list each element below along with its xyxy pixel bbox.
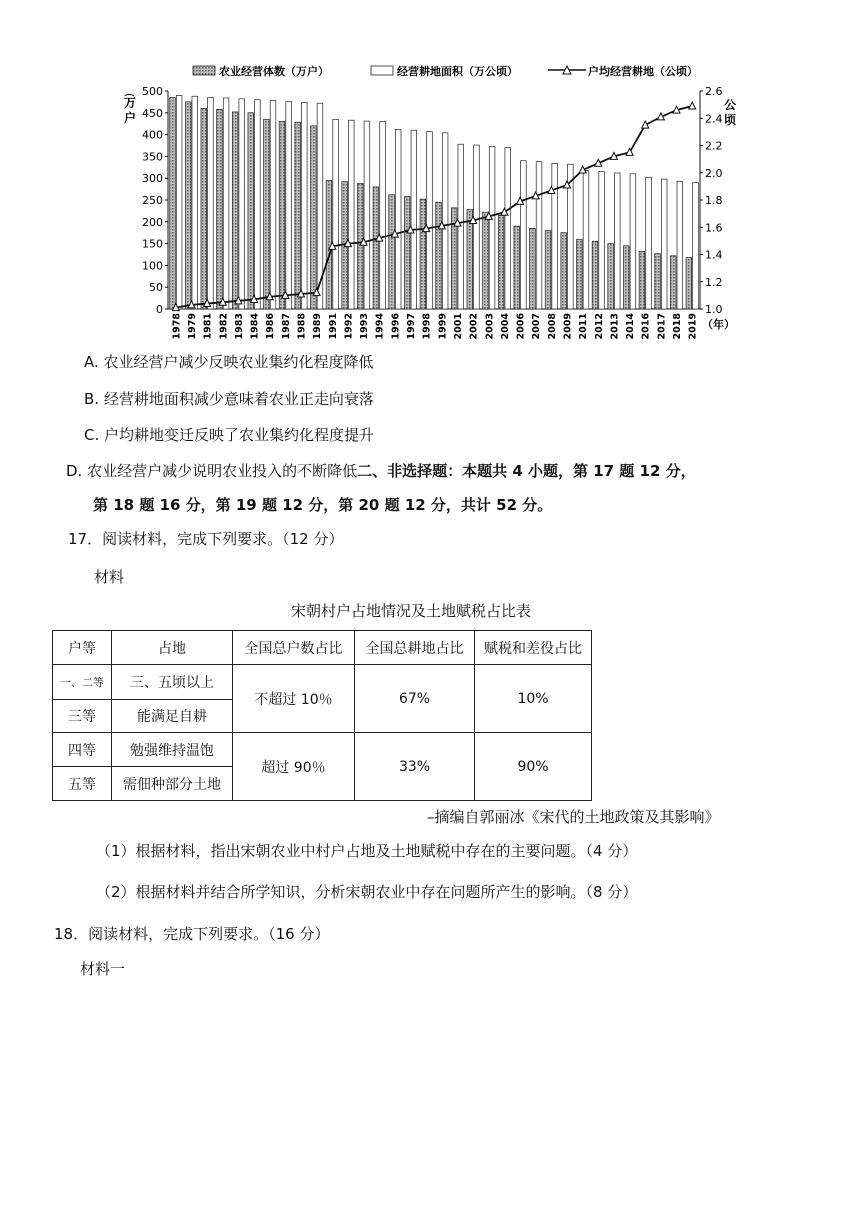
x-tick-label: 1994 [374, 313, 386, 340]
y-left-tick-label: 100 [142, 259, 163, 273]
section-2-heading-cont: 第 18 题 16 分，第 19 题 12 分，第 20 题 12 分，共计 52 分。 [93, 496, 553, 514]
row-land: 需佃种部分土地 [112, 767, 233, 801]
y-right-tick-label: 2.6 [705, 85, 723, 98]
row-grade: 四等 [53, 733, 112, 767]
bar-households [232, 112, 238, 309]
bar-farmland [411, 130, 417, 309]
bar-households [655, 254, 661, 309]
x-tick-label: 1986 [265, 313, 277, 340]
bar-farmland [364, 121, 370, 309]
header-grade: 户等 [53, 631, 112, 665]
x-tick-label: 1988 [296, 313, 308, 340]
bar-households [357, 183, 363, 309]
bar-farmland [489, 146, 495, 309]
q17-material-label: 材料 [94, 568, 125, 586]
bar-households [639, 251, 645, 309]
bar-farmland [239, 99, 245, 309]
y-right-tick-label: 1.6 [705, 221, 723, 235]
bar-farmland [223, 98, 229, 309]
y-left-tick-label: 350 [142, 150, 163, 164]
x-tick-label: 2001 [452, 313, 464, 340]
y-right-tick-label: 2.0 [705, 166, 723, 180]
x-tick-label: 1983 [233, 313, 245, 340]
x-tick-label: 2016 [640, 313, 652, 340]
x-unit-label: （年） [702, 318, 735, 331]
bar-households [389, 195, 395, 309]
x-tick-label: 2004 [499, 313, 511, 340]
bar-households [264, 119, 270, 309]
x-tick-label: 2013 [609, 313, 621, 340]
song-land-table [52, 630, 592, 801]
row-land: 勉强维持温饱 [112, 733, 233, 767]
bar-farmland [286, 101, 292, 309]
bar-farmland [208, 98, 214, 309]
bar-farmland [474, 145, 480, 309]
legend-label-avg: 户均经营耕地（公顷） [588, 65, 698, 78]
y-right-label-char: 顷 [723, 113, 737, 127]
x-tick-label: 2002 [468, 313, 480, 340]
bar-farmland [192, 96, 198, 309]
header-tax: 赋税和差役占比 [475, 631, 592, 665]
bar-households [483, 212, 489, 309]
row-land: 能满足自耕 [112, 700, 233, 733]
y-left-tick-label: 400 [142, 128, 163, 142]
q18-title: 18．阅读材料，完成下列要求。（16 分） [54, 925, 330, 943]
y-left-label-paren: ( [123, 92, 136, 98]
x-tick-label: 1998 [421, 313, 433, 340]
group1-tax: 10% [475, 665, 592, 733]
bar-households [436, 202, 442, 309]
x-tick-label: 2003 [484, 313, 496, 340]
table-title: 宋朝村户占地情况及土地赋税占比表 [291, 602, 532, 620]
bar-farmland [176, 95, 182, 309]
header-land: 占地 [112, 631, 233, 665]
bar-households [201, 108, 207, 309]
legend-swatch-farmland [371, 66, 393, 75]
y-left-tick-label: 250 [142, 194, 163, 207]
x-tick-label: 1978 [171, 313, 183, 340]
group2-households: 超过 90％ [233, 733, 355, 801]
y-left-tick-label: 0 [156, 303, 163, 316]
x-tick-label: 1991 [327, 313, 339, 340]
bar-households [592, 241, 598, 309]
y-right-label-char: 公 [723, 98, 737, 112]
bar-households [185, 102, 191, 309]
option-b[interactable]: B. 经营耕地面积减少意味着农业正走向衰落 [84, 390, 374, 408]
bar-households [670, 256, 676, 309]
bar-farmland [333, 119, 339, 309]
bar-households [420, 199, 426, 309]
y-left-tick-label: 500 [142, 85, 163, 98]
x-tick-label: 1989 [312, 313, 324, 340]
bar-farmland [270, 101, 276, 309]
x-tick-label: 2008 [546, 313, 558, 340]
table-row [53, 665, 592, 700]
x-tick-label: 1987 [280, 313, 292, 340]
x-tick-label: 2014 [625, 313, 637, 340]
y-left-tick-label: 450 [142, 106, 163, 120]
bar-households [608, 244, 614, 309]
y-right-tick-label: 2.4 [705, 112, 723, 126]
section-2-heading: 二、非选择题：本题共 4 小题，第 17 题 12 分， [357, 462, 696, 480]
legend-swatch-households [193, 66, 215, 75]
bar-households [217, 109, 223, 309]
x-tick-label: 2006 [515, 313, 527, 340]
x-tick-label: 1981 [202, 313, 214, 340]
x-tick-label: 1992 [343, 313, 355, 340]
bar-farmland [646, 177, 652, 309]
bar-farmland [348, 120, 354, 309]
x-tick-label: 2011 [578, 313, 590, 340]
option-a[interactable]: A. 农业经营户减少反映农业集约化程度降低 [84, 353, 374, 371]
bar-farmland [521, 161, 527, 309]
q17-sub1: （1）根据材料，指出宋朝农业中村户占地及土地赋税中存在的主要问题。（4 分） [96, 842, 638, 860]
x-tick-label: 2007 [531, 313, 543, 340]
bar-households [404, 197, 410, 309]
bar-farmland [630, 174, 636, 309]
bar-farmland [661, 179, 667, 309]
bar-households [545, 231, 551, 309]
legend-label-farmland: 经营耕地面积（万公顷） [397, 65, 518, 78]
x-tick-label: 2018 [672, 313, 684, 340]
bar-households [467, 210, 473, 309]
legend-label-households: 农业经营体数（万户） [219, 65, 329, 78]
bar-households [373, 187, 379, 309]
option-d-line [66, 460, 696, 481]
bar-households [514, 226, 520, 309]
table-header-row [53, 631, 592, 665]
bar-households [686, 258, 692, 309]
bar-farmland [583, 170, 589, 309]
x-tick-label: 1984 [249, 313, 261, 340]
bar-farmland [442, 133, 448, 309]
bar-farmland [677, 181, 683, 309]
agriculture-chart [118, 55, 738, 340]
table-source: –摘编自郭丽冰《宋代的土地政策及其影响》 [427, 808, 720, 826]
bar-households [498, 215, 504, 309]
y-right-tick-label: 1.2 [705, 275, 723, 289]
y-right-tick-label: 1.8 [705, 194, 723, 207]
row-land: 三、五顷以上 [112, 665, 233, 700]
bar-households [279, 122, 285, 309]
bar-farmland [505, 148, 511, 309]
q18-material-label: 材料一 [80, 960, 126, 978]
y-left-label-char: 万 [123, 96, 137, 110]
bar-farmland [693, 183, 699, 309]
bar-households [623, 246, 629, 309]
table-row [53, 733, 592, 767]
x-tick-label: 1979 [186, 313, 198, 340]
bar-households [170, 98, 176, 309]
bar-farmland [255, 100, 261, 309]
x-tick-label: 2019 [687, 313, 699, 340]
group2-farmland: 33% [355, 733, 475, 801]
bar-farmland [380, 122, 386, 309]
row-grade: 三等 [53, 700, 112, 733]
group1-farmland: 67% [355, 665, 475, 733]
bar-farmland [614, 173, 620, 309]
y-right-tick-label: 1.0 [705, 303, 723, 316]
x-tick-label: 1997 [406, 313, 418, 340]
y-left-tick-label: 300 [142, 172, 163, 186]
bar-households [577, 239, 583, 309]
x-tick-label: 2012 [593, 313, 605, 340]
y-right-tick-label: 2.2 [705, 139, 723, 153]
x-tick-label: 2017 [656, 313, 668, 340]
q17-sub2: （2）根据材料并结合所学知识，分析宋朝农业中存在问题所产生的影响。（8 分） [96, 883, 638, 901]
bar-farmland [395, 129, 401, 309]
bar-households [561, 233, 567, 309]
bar-farmland [552, 163, 558, 309]
x-tick-label: 2009 [562, 313, 574, 340]
x-tick-label: 1996 [390, 313, 402, 340]
q17-title: 17．阅读材料，完成下列要求。（12 分） [68, 530, 344, 548]
bar-farmland [599, 172, 605, 309]
bar-households [248, 113, 254, 309]
header-farmland: 全国总耕地占比 [355, 631, 475, 665]
point-avg-farmland [689, 102, 696, 109]
header-households: 全国总户数占比 [233, 631, 355, 665]
y-right-tick-label: 1.4 [705, 248, 723, 262]
y-left-tick-label: 50 [149, 281, 163, 295]
y-left-label-char: 户 [123, 111, 137, 125]
bar-farmland [427, 132, 433, 309]
bar-households [530, 228, 536, 309]
bar-farmland [302, 102, 308, 309]
x-tick-label: 1982 [218, 313, 230, 340]
x-tick-label: 1999 [437, 313, 449, 340]
option-d[interactable]: D. 农业经营户减少说明农业投入的不断降低 [66, 462, 358, 480]
group1-households: 不超过 10％ [233, 665, 355, 733]
group2-tax: 90% [475, 733, 592, 801]
row-grade: 一、二等 [53, 665, 112, 700]
bar-households [311, 126, 317, 309]
option-c[interactable]: C. 户均耕地变迁反映了农业集约化程度提升 [84, 426, 375, 444]
bar-farmland [536, 162, 542, 309]
x-tick-label: 1993 [359, 313, 371, 340]
y-left-tick-label: 200 [142, 215, 163, 229]
row-grade: 五等 [53, 767, 112, 801]
bar-households [295, 122, 301, 309]
y-left-tick-label: 150 [142, 237, 163, 251]
